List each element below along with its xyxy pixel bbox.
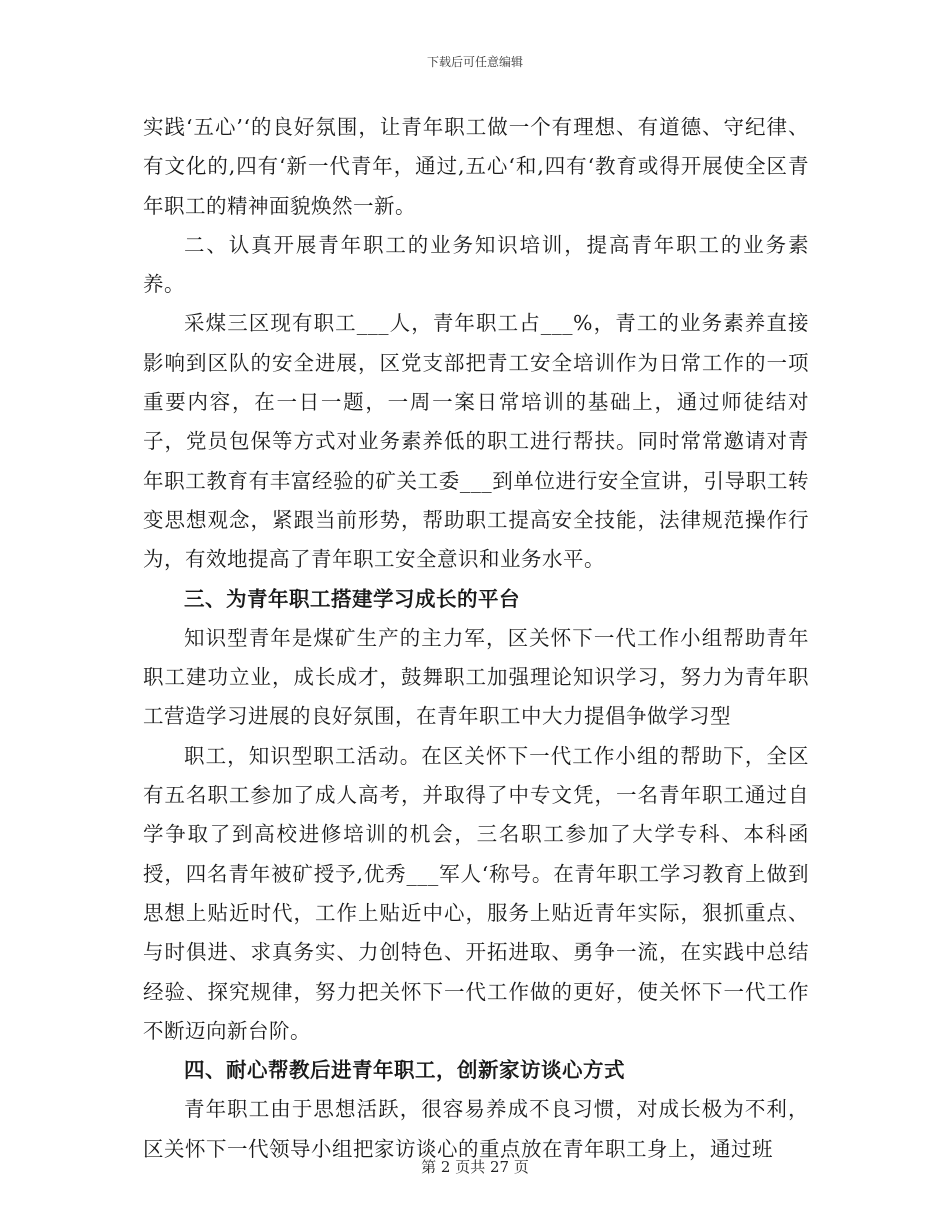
paragraph-6: 青年职工由于思想活跃，很容易养成不良习惯，对成长极为不利，区关怀下一代领导小组把家访谈心的重点放在青年职工身上，通过班 — [143, 1097, 809, 1161]
page-header: 下载后可任意编辑 — [426, 55, 523, 69]
paragraph-4: 知识型青年是煤矿生产的主力军，区关怀下一代工作小组帮助青年职工建功立业，成长成才，鼓舞职工加强理论知识学习，努力为青年职工营造学习进展的良好氛围，在青年职工中大力提倡争做学习型 — [143, 625, 809, 729]
paragraph-3: 采煤三区现有职工___人，青年职工占___%，青工的业务素养直接影响到区队的安全进展，区党支部把青工安全培训作为日常工作的一项重要内容，在一日一题，一周一案日常培训的基础上，通过师徒结对子，党员包保等方式对业务素养低的职工进行帮扶。同时常常邀请对青年职工教育有丰富经验的矿关工委___到单位进行安全宣讲，引导职工转变思想观念，紧跟当前形势，帮助职工提高安全技能，法律规范操作行为，有效地提高了青年职工安全意识和业务水平。 — [143, 311, 809, 572]
page-footer: 第 2 页共 27 页 — [421, 1158, 529, 1176]
paragraph-1: 实践‘五心’‘的良好氛围，让青年职工做一个有理想、有道德、守纪律、有文化的,四有‘新一代青年，通过,五心‘和,四有‘教育或得开展使全区青年职工的精神面貌焕然一新。 — [143, 115, 809, 218]
section-heading-4: 四、耐心帮教后进青年职工，创新家访谈心方式 — [184, 1058, 625, 1083]
section-heading-3: 三、为青年职工搭建学习成长的平台 — [184, 586, 520, 611]
document-body — [143, 108, 809, 1169]
paragraph-2: 二、认真开展青年职工的业务知识培训，提高青年职工的业务素养。 — [143, 232, 809, 297]
paragraph-5: 职工，知识型职工活动。在区关怀下一代工作小组的帮助下，全区有五名职工参加了成人高考，并取得了中专文凭，一名青年职工通过自学争取了到高校进修培训的机会，三名职工参加了大学专科、本科函授，四名青年被矿授予,优秀___军人‘称号。在青年职工学习教育上做到思想上贴近时代，工作上贴近中心，服务上贴近青年实际，狠抓重点、与时俱进、求真务实、力创特色、开拓进取、勇争一流，在实践中总结经验、探究规律，努力把关怀下一代工作做的更好，使关怀下一代工作不断迈向新台阶。 — [143, 743, 809, 1043]
